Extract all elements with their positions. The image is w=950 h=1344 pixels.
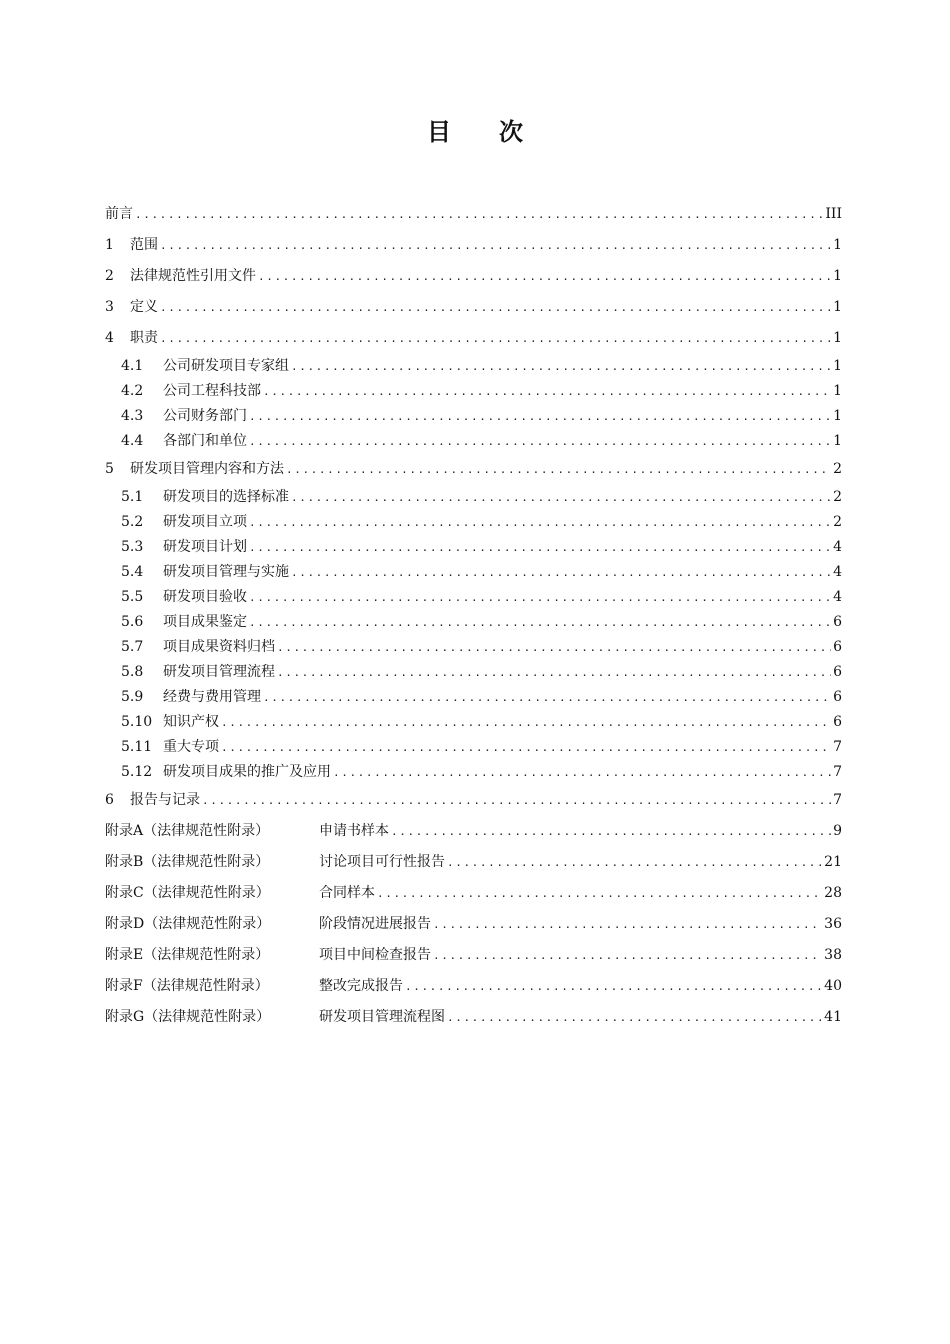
page-title-char-1: 目 (427, 117, 451, 146)
toc-entry-label (105, 940, 431, 971)
toc-entry-number: 5.8 (121, 664, 144, 680)
toc-entry[interactable] (105, 635, 842, 660)
toc-entry-title: 公司财务部门 (163, 408, 247, 424)
toc-page-number: 4 (833, 564, 842, 580)
toc-entry-number: 5.10 (121, 714, 153, 730)
toc-entry-label (121, 735, 219, 760)
toc-page-number: 7 (833, 792, 842, 808)
toc-page-number: 7 (833, 739, 842, 755)
toc-entry-label (105, 292, 158, 323)
toc-appendix-entry[interactable] (105, 1002, 842, 1033)
toc-leader-dots (221, 735, 831, 760)
toc-entry[interactable] (105, 323, 842, 354)
toc-entry-title: 研发项目管理流程图 (319, 1009, 445, 1025)
toc-entry-label (121, 710, 219, 735)
toc-entry[interactable] (105, 735, 842, 760)
toc-page-number: 41 (824, 1009, 842, 1025)
toc-appendix-name: 附录B（法律规范性附录） (105, 854, 270, 870)
toc-entry-title: 定义 (130, 299, 158, 315)
toc-page-number: 6 (833, 664, 842, 680)
toc-leader-dots (258, 261, 831, 292)
toc-entry-number: 5.6 (121, 614, 144, 630)
toc-leader-dots (249, 429, 831, 454)
toc-entry-number: 4.3 (121, 408, 144, 424)
toc-entry-title: 研发项目管理内容和方法 (130, 461, 284, 477)
toc-entry-title: 重大专项 (163, 739, 219, 755)
toc-entry[interactable] (105, 760, 842, 785)
toc-page-number: 1 (833, 299, 842, 315)
toc-entry-number: 5.9 (121, 689, 144, 705)
toc-entry-title: 合同样本 (319, 885, 375, 901)
toc-leader-dots (291, 485, 831, 510)
toc-entry[interactable] (105, 785, 842, 816)
toc-entry-label (105, 230, 158, 261)
toc-leader-dots (433, 909, 822, 940)
toc-entry-number: 5.12 (121, 764, 153, 780)
toc-entry-title: 申请书样本 (319, 823, 389, 839)
toc-leader-dots (160, 230, 831, 261)
toc-entry-label (105, 971, 403, 1002)
toc-leader-dots (377, 878, 822, 909)
toc-leader-dots (405, 971, 822, 1002)
toc-leader-dots (277, 660, 831, 685)
toc-appendix-entry[interactable] (105, 878, 842, 909)
toc-entry[interactable] (105, 685, 842, 710)
toc-entry-number: 6 (105, 792, 114, 808)
toc-entry-label (105, 847, 445, 878)
toc-entry-label (105, 816, 389, 847)
toc-entry-label (121, 404, 247, 429)
toc-entry-label (105, 454, 284, 485)
toc-entry-label (105, 909, 431, 940)
toc-entry-title: 知识产权 (163, 714, 219, 730)
toc-leader-dots (135, 199, 823, 230)
toc-leader-dots (291, 560, 831, 585)
toc-page-number: 40 (824, 978, 842, 994)
toc-entry-label (105, 785, 200, 816)
toc-appendix-entry[interactable] (105, 909, 842, 940)
toc-page-number: 1 (833, 358, 842, 374)
toc-page-number: 6 (833, 639, 842, 655)
toc-entry[interactable] (105, 379, 842, 404)
toc-entry-label (105, 878, 375, 909)
toc-entry[interactable] (105, 710, 842, 735)
toc-entry-number: 4.1 (121, 358, 144, 374)
toc-entry-number: 3 (105, 299, 114, 315)
toc-page-number: 1 (833, 433, 842, 449)
toc-entry-title: 研发项目计划 (163, 539, 247, 555)
toc-entry-title: 范围 (130, 237, 158, 253)
toc-leader-dots (249, 404, 831, 429)
toc-page-number: 1 (833, 330, 842, 346)
toc-leader-dots (277, 635, 831, 660)
toc-leader-dots (263, 685, 831, 710)
toc-entry-label (121, 685, 261, 710)
toc-entry-label (121, 354, 289, 379)
table-of-contents (105, 199, 842, 1033)
toc-page-number: 6 (833, 614, 842, 630)
toc-entry-label (121, 510, 247, 535)
toc-entry-label (121, 585, 247, 610)
toc-page-number: 28 (824, 885, 842, 901)
toc-appendix-name: 附录A（法律规范性附录） (105, 823, 270, 839)
toc-entry-number: 5.1 (121, 489, 144, 505)
toc-entry[interactable] (105, 404, 842, 429)
toc-entry-number: 4.4 (121, 433, 144, 449)
toc-entry[interactable] (105, 429, 842, 454)
toc-entry-number: 2 (105, 268, 114, 284)
toc-entry-number: 5 (105, 461, 114, 477)
toc-entry[interactable] (105, 354, 842, 379)
toc-leader-dots (447, 847, 822, 878)
toc-entry-title: 研发项目成果的推广及应用 (163, 764, 331, 780)
toc-entry[interactable] (105, 199, 842, 230)
toc-entry-label (105, 323, 158, 354)
toc-entry-number: 5.4 (121, 564, 144, 580)
toc-appendix-entry[interactable] (105, 816, 842, 847)
toc-page-number: 2 (833, 514, 842, 530)
toc-entry[interactable] (105, 610, 842, 635)
toc-entry[interactable] (105, 585, 842, 610)
toc-entry[interactable] (105, 454, 842, 485)
toc-entry-title: 公司工程科技部 (163, 383, 261, 399)
toc-entry-title: 前言 (105, 206, 133, 222)
toc-page-number: 1 (833, 383, 842, 399)
toc-entry-number: 5.11 (121, 739, 153, 755)
toc-leader-dots (391, 816, 831, 847)
toc-leader-dots (249, 610, 831, 635)
toc-page-number: 21 (824, 854, 842, 870)
toc-entry-number: 4.2 (121, 383, 144, 399)
toc-page-number: 4 (833, 539, 842, 555)
toc-appendix-name: 附录D（法律规范性附录） (105, 916, 271, 932)
toc-entry-label (121, 379, 261, 404)
toc-entry-title: 整改完成报告 (319, 978, 403, 994)
toc-entry-label (121, 635, 275, 660)
toc-entry-number: 4 (105, 330, 114, 346)
toc-entry-title: 讨论项目可行性报告 (319, 854, 445, 870)
toc-leader-dots (291, 354, 831, 379)
toc-entry-label (121, 560, 289, 585)
toc-leader-dots (433, 940, 822, 971)
toc-appendix-entry[interactable] (105, 940, 842, 971)
toc-entry-title: 项目中间检查报告 (319, 947, 431, 963)
toc-entry[interactable] (105, 292, 842, 323)
page-title-char-2: 次 (499, 117, 523, 146)
toc-entry-title: 项目成果资料归档 (163, 639, 275, 655)
toc-entry-title: 研发项目验收 (163, 589, 247, 605)
toc-entry[interactable] (105, 485, 842, 510)
toc-entry-number: 5.3 (121, 539, 144, 555)
toc-entry-title: 研发项目管理与实施 (163, 564, 289, 580)
toc-appendix-name: 附录E（法律规范性附录） (105, 947, 270, 963)
toc-entry-title: 法律规范性引用文件 (130, 268, 256, 284)
toc-entry-label (121, 485, 289, 510)
toc-entry-title: 项目成果鉴定 (163, 614, 247, 630)
toc-entry[interactable] (105, 535, 842, 560)
toc-entry-title: 经费与费用管理 (163, 689, 261, 705)
toc-page-number: 9 (833, 823, 842, 839)
toc-entry-title: 各部门和单位 (163, 433, 247, 449)
toc-leader-dots (160, 323, 831, 354)
toc-page-number: 6 (833, 714, 842, 730)
toc-entry-title: 公司研发项目专家组 (163, 358, 289, 374)
toc-page-number: 1 (833, 268, 842, 284)
toc-entry[interactable] (105, 261, 842, 292)
toc-entry-title: 报告与记录 (130, 792, 200, 808)
toc-appendix-entry[interactable] (105, 971, 842, 1002)
toc-leader-dots (221, 710, 831, 735)
toc-entry-title: 研发项目的选择标准 (163, 489, 289, 505)
toc-appendix-name: 附录C（法律规范性附录） (105, 885, 270, 901)
toc-entry[interactable] (105, 230, 842, 261)
toc-page-number: III (825, 206, 842, 222)
toc-entry-number: 5.2 (121, 514, 144, 530)
toc-entry-title: 研发项目立项 (163, 514, 247, 530)
toc-page-number: 1 (833, 408, 842, 424)
toc-leader-dots (333, 760, 831, 785)
toc-leader-dots (160, 292, 831, 323)
toc-leader-dots (202, 785, 831, 816)
toc-leader-dots (286, 454, 831, 485)
page-title (0, 112, 950, 147)
toc-leader-dots (249, 585, 831, 610)
toc-entry-title: 研发项目管理流程 (163, 664, 275, 680)
toc-entry-number: 5.7 (121, 639, 144, 655)
toc-page-number: 38 (824, 947, 842, 963)
toc-entry-label (121, 610, 247, 635)
toc-page-number: 6 (833, 689, 842, 705)
toc-entry-label (121, 535, 247, 560)
toc-entry[interactable] (105, 660, 842, 685)
toc-page-number: 7 (833, 764, 842, 780)
toc-entry-title: 阶段情况进展报告 (319, 916, 431, 932)
toc-entry-number: 5.5 (121, 589, 144, 605)
toc-page-number: 2 (833, 489, 842, 505)
toc-entry-label (105, 199, 133, 230)
toc-entry-label (121, 760, 331, 785)
toc-appendix-name: 附录F（法律规范性附录） (105, 978, 269, 994)
toc-leader-dots (447, 1002, 822, 1033)
toc-entry[interactable] (105, 510, 842, 535)
toc-leader-dots (249, 510, 831, 535)
toc-page-number: 1 (833, 237, 842, 253)
toc-appendix-entry[interactable] (105, 847, 842, 878)
toc-entry-number: 1 (105, 237, 114, 253)
toc-entry-label (105, 261, 256, 292)
toc-leader-dots (249, 535, 831, 560)
toc-appendix-name: 附录G（法律规范性附录） (105, 1009, 271, 1025)
toc-leader-dots (263, 379, 831, 404)
toc-page-number: 36 (824, 916, 842, 932)
toc-entry-title: 职责 (130, 330, 158, 346)
toc-entry-label (121, 429, 247, 454)
toc-entry-label (105, 1002, 445, 1033)
toc-page-number: 2 (833, 461, 842, 477)
toc-entry-label (121, 660, 275, 685)
toc-entry[interactable] (105, 560, 842, 585)
toc-page-number: 4 (833, 589, 842, 605)
